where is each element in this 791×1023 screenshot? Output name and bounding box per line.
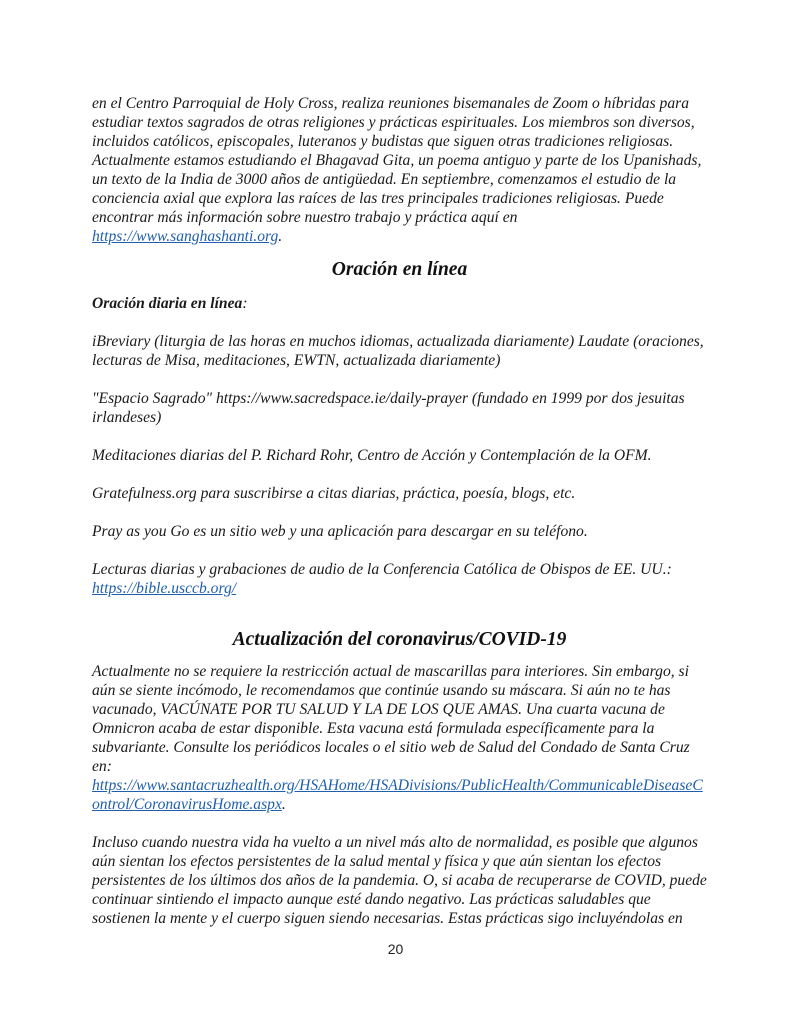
santacruzhealth-link[interactable]: https://www.santacruzhealth.org/HSAHome/HSADivisions/PublicHealth/CommunicableDiseaseControl/CoronavirusHome.aspx (92, 777, 703, 813)
sanghashanti-link[interactable]: https://www.sanghashanti.org (92, 228, 279, 245)
prayer-item-gratefulness: Gratefulness.org para suscribirse a citas diarias, práctica, poesía, blogs, etc. (92, 485, 576, 502)
usccb-link[interactable]: https://bible.usccb.org/ (92, 580, 237, 597)
oracion-heading: Oración en línea (331, 259, 468, 280)
intro-paragraph (92, 94, 707, 246)
document-page (92, 94, 707, 928)
prayer-item-rohr: Meditaciones diarias del P. Richard Rohr, Centro de Acción y Contemplación de la OFM. (92, 447, 652, 464)
oracion-subheading-text: Oración diaria en línea (92, 295, 243, 312)
prayer-item-usccb (92, 560, 707, 598)
subheading-colon: : (242, 295, 248, 312)
covid-period: . (281, 796, 286, 813)
covid-text: Actualmente no se requiere la restricción actual de mascarillas para interiores. Sin embargo, si aún se siente incómodo, le recomendamos que continúe usando su máscara. Si aún no te has vacunado, VACÚNATE POR TU SALUD Y LA DE LOS QUE AMAS. Una cuarta vacuna de Omnicron acaba de estar disponible. Esta vacuna está formulada específicamente para la subvariante. Consulte los periódicos locales o el sitio web de Salud del Condado de Santa Cruz en: (92, 663, 690, 775)
covid-heading: Actualización del coronavirus/COVID-19 (232, 629, 567, 650)
usccb-text: Lecturas diarias y grabaciones de audio de la Conferencia Católica de Obispos de EE. UU.: (92, 561, 672, 578)
page-number: 20 (387, 941, 404, 957)
intro-period: . (278, 228, 283, 245)
prayer-item-sacred-space: "Espacio Sagrado" https://www.sacredspace.ie/daily-prayer (fundado en 1999 por dos jesuitas irlandeses) (92, 390, 685, 426)
intro-text: en el Centro Parroquial de Holy Cross, realiza reuniones bisemanales de Zoom o híbridas para estudiar textos sagrados de otras religiones y prácticas espirituales. Los miembros son diversos, incluidos católicos, episcopales, luteranos y budistas que siguen otras tradiciones religiosas. Actualmente estamos estudiando el Bhagavad Gita, un poema antiguo y parte de los Upanishads, un texto de la India de 3000 años de antigüedad. En septiembre, comenzamos el estudio de la conciencia axial que explora las raíces de las tres principales tradiciones religiosas. Puede encontrar más información sobre nuestro trabajo y práctica aquí en (92, 95, 702, 226)
oracion-subheading (92, 294, 707, 313)
prayer-item-ibreviary: iBreviary (liturgia de las horas en muchos idiomas, actualizada diariamente) Laudate (oraciones, lecturas de Misa, meditaciones, EWTN, actualizada diariamente) (92, 333, 704, 369)
covid-paragraph-1 (92, 662, 707, 814)
covid-paragraph-2: Incluso cuando nuestra vida ha vuelto a un nivel más alto de normalidad, es posible que algunos aún sientan los efectos persistentes de la salud mental y física y que aún sientan los efectos persistentes de los últimos dos años de la pandemia. O, si acaba de recuperarse de COVID, puede continuar sintiendo el impacto aunque esté dando negativo. Las prácticas saludables que sostienen la mente y el cuerpo siguen siendo necesarias. Estas prácticas sigo incluyéndolas en (92, 834, 707, 927)
prayer-item-pray-as-you-go: Pray as you Go es un sitio web y una aplicación para descargar en su teléfono. (92, 523, 588, 540)
